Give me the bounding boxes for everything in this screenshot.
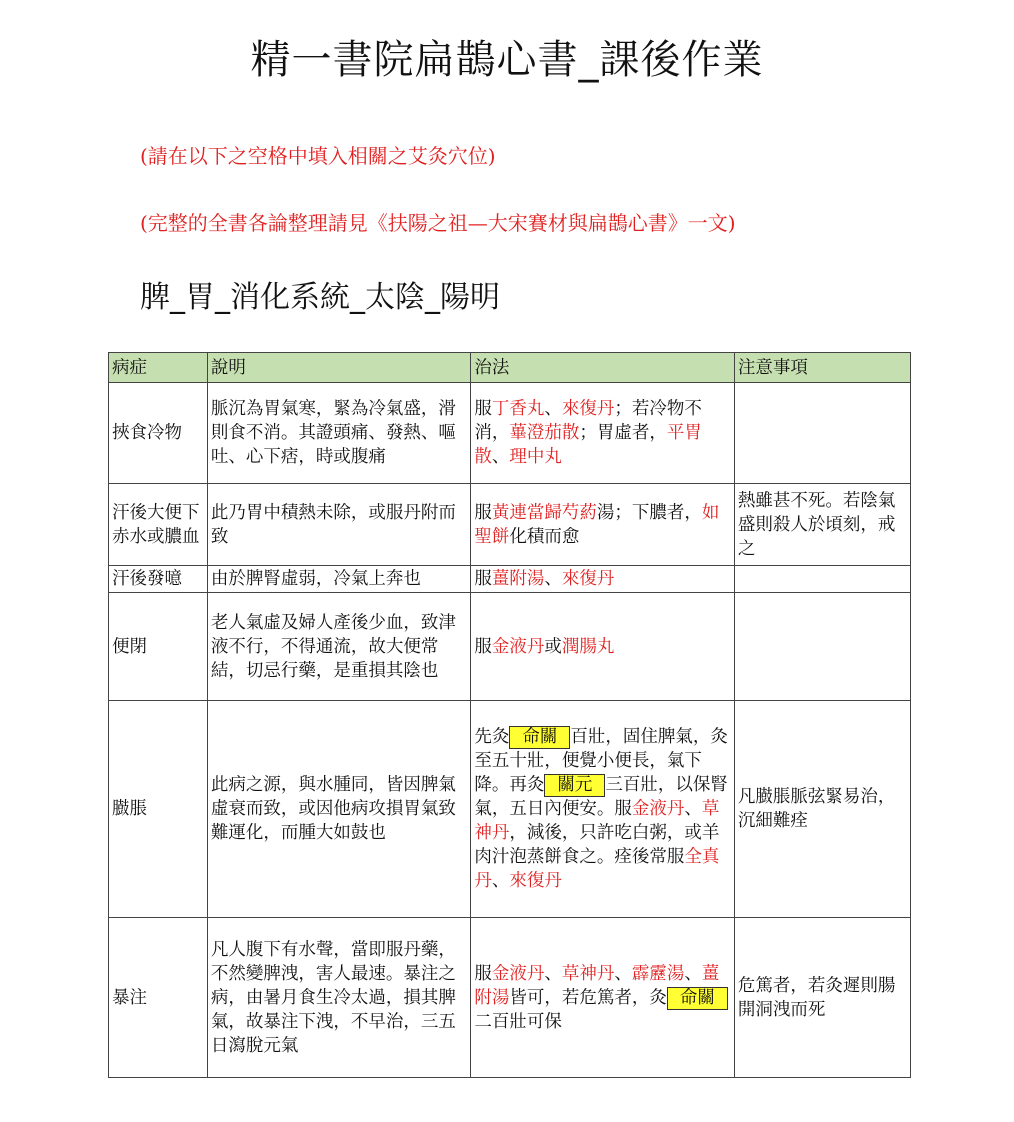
- treatment-text: 三百壯，以保腎氣，五日內便安。服: [474, 775, 728, 819]
- disease-cell: 臌脹: [109, 701, 208, 918]
- description-cell: 脈沉為胃氣寒，緊為冷氣盛，滑則食不消。其證頭痛、發熱、嘔吐、心下痞，時或腹痛: [207, 383, 471, 484]
- treatment-text: 皆可，若危篤者，灸: [509, 987, 667, 1008]
- acupoint-blank[interactable]: 命關: [667, 987, 728, 1010]
- table-row: [109, 593, 911, 701]
- formula-name: 黃連當歸芍葯: [491, 502, 597, 523]
- header-notes: 注意事項: [734, 353, 910, 383]
- treatment-text: 、: [544, 569, 562, 589]
- treatment-text: 、: [544, 963, 562, 984]
- formula-name: 理中丸: [509, 447, 562, 467]
- formula-name: 薑附湯: [491, 569, 545, 589]
- disease-cell: 挾食冷物: [109, 383, 208, 484]
- notes-cell: [734, 593, 910, 701]
- header-treatment: 治法: [471, 353, 735, 383]
- treatment-text: 、: [684, 963, 702, 984]
- formula-name: 霹靂湯: [631, 963, 685, 984]
- formula-name: 來復丹: [561, 399, 615, 419]
- treatment-text: 百壯，固住脾氣，灸至五十壯，便覺小便長，氣下降。再灸: [474, 727, 728, 795]
- formula-name: 金液丹: [631, 799, 685, 819]
- treatment-text: ；若冷物不消，: [474, 399, 702, 443]
- treatment-text: 服: [474, 569, 492, 589]
- treatment-text: 服: [474, 636, 492, 657]
- treatment-cell: [471, 701, 735, 918]
- table-row: [109, 566, 911, 593]
- treatment-cell: [471, 566, 735, 593]
- formula-name: 蓽澄茄散: [509, 423, 580, 443]
- description-cell: 老人氣虛及婦人產後少血，致津液不行，不得通流，故大便常結，切忌行藥，是重損其陰也: [207, 593, 471, 701]
- page-title: 精一書院扁鵲心書_課後作業: [250, 37, 764, 83]
- treatment-text: 二百壯可保: [474, 1011, 562, 1032]
- notes-cell: 凡臌脹脈弦緊易治，沉細難痊: [734, 701, 910, 918]
- treatment-text: 、: [614, 963, 632, 984]
- treatment-text: 、: [491, 871, 510, 891]
- treatment-text: ；胃虛者，: [579, 423, 667, 443]
- header-disease: 病症: [109, 353, 208, 383]
- disease-cell: 便閉: [109, 593, 208, 701]
- treatment-text: 先灸: [474, 727, 510, 747]
- treatment-text: 服: [474, 963, 492, 984]
- acupoint-blank[interactable]: 命關: [509, 726, 570, 749]
- formula-name: 草神丹: [561, 963, 615, 984]
- formula-name: 潤腸丸: [561, 636, 615, 657]
- description-cell: 由於脾腎虛弱，冷氣上奔也: [207, 566, 471, 593]
- notes-cell: 危篤者，若灸遲則腸開洞洩而死: [734, 918, 910, 1078]
- description-cell: 此病之源，與水腫同，皆因脾氣虛衰而致，或因他病攻損胃氣致難運化，而腫大如鼓也: [207, 701, 471, 918]
- treatment-text: 、: [491, 447, 510, 467]
- table-row: [109, 701, 911, 918]
- treatment-text: 服: [474, 502, 492, 523]
- fill-hint-note: (請在以下之空格中填入相關之艾灸穴位): [140, 144, 496, 168]
- notes-cell: [734, 566, 910, 593]
- disease-cell: 汗後大便下赤水或膿血: [109, 484, 208, 566]
- formula-name: 來復丹: [561, 569, 615, 589]
- treatment-text: 、: [544, 399, 562, 419]
- disease-cell: 暴注: [109, 918, 208, 1078]
- header-description: 說明: [207, 353, 471, 383]
- formula-name: 如聖餅: [474, 502, 720, 547]
- description-cell: 此乃胃中積熱未除，或服丹附而致: [207, 484, 471, 566]
- table-header-row: [109, 353, 911, 383]
- treatment-text: 化積而愈: [509, 526, 580, 547]
- table-row: [109, 484, 911, 566]
- formula-name: 全真丹: [474, 847, 720, 891]
- description-cell: 凡人腹下有水聲，當即服丹藥，不然變脾洩，害人最速。暴注之病，由暑月食生冷太過，損其脾氣，故暴注下洩，不早治，三五日瀉脫元氣: [207, 918, 471, 1078]
- formula-name: 來復丹: [509, 871, 562, 891]
- acupoint-blank[interactable]: 關元: [544, 774, 605, 797]
- treatment-text: 、: [684, 799, 702, 819]
- table-row: [109, 918, 911, 1078]
- disease-cell: 汗後發噫: [109, 566, 208, 593]
- reference-note: (完整的全書各論整理請見《扶陽之祖—大宋賽材與扁鵲心書》一文): [140, 211, 736, 235]
- treatment-text: 或: [544, 636, 562, 657]
- treatment-text: ，減後，只許吃白粥，或羊肉汁泡蒸餅食之。痊後常服: [474, 823, 720, 867]
- homework-table: [108, 352, 911, 1078]
- section-title: 脾_胃_消化系統_太陰_陽明: [140, 280, 500, 315]
- notes-cell: [734, 383, 910, 484]
- formula-name: 金液丹: [491, 636, 545, 657]
- formula-name: 丁香丸: [491, 399, 545, 419]
- treatment-cell: [471, 593, 735, 701]
- formula-name: 平胃散: [474, 423, 702, 467]
- treatment-text: 服: [474, 399, 492, 419]
- formula-name: 草神丹: [474, 799, 720, 843]
- treatment-cell: [471, 484, 735, 566]
- treatment-text: 湯；下膿者，: [596, 502, 702, 523]
- treatment-cell: [471, 383, 735, 484]
- table-row: [109, 383, 911, 484]
- formula-name: 金液丹: [491, 963, 545, 984]
- formula-name: 薑附湯: [474, 963, 720, 1008]
- notes-cell: 熱雖甚不死。若陰氣盛則殺人於頃刻，戒之: [734, 484, 910, 566]
- treatment-cell: [471, 918, 735, 1078]
